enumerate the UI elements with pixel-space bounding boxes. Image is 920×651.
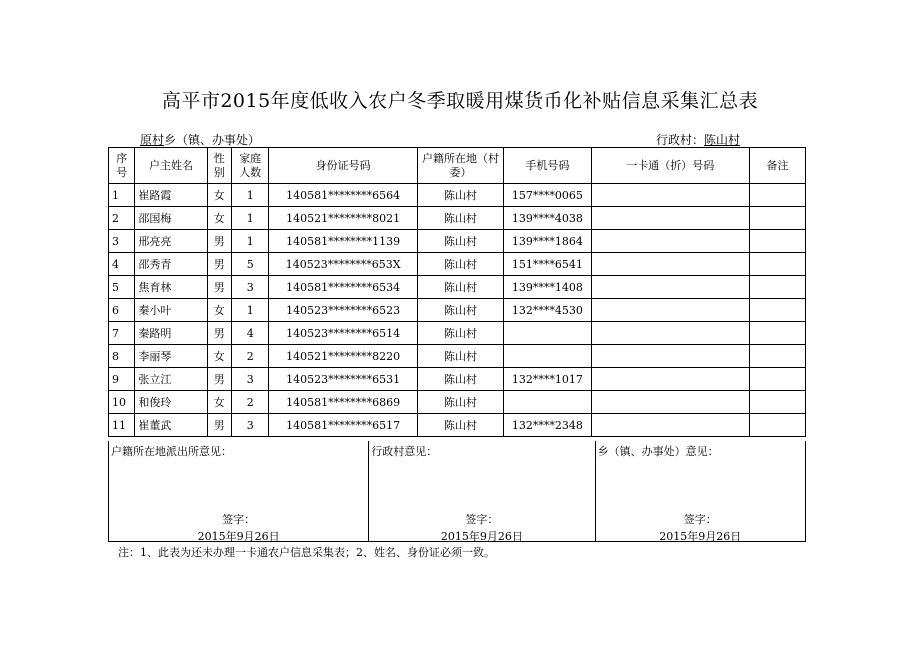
info-table: [108, 147, 806, 437]
table-row: [109, 322, 806, 345]
cell-seq: 5: [109, 276, 135, 299]
cell-name: 焦育林: [135, 276, 207, 299]
cell-residence: 陈山村: [417, 345, 503, 368]
cell-seq: 7: [109, 322, 135, 345]
footnote: 注：1、此表为还未办理一卡通农户信息采集表；2、姓名、身份证必须一致。: [118, 546, 495, 559]
cell-gender: 女: [207, 345, 231, 368]
cell-family: 1: [231, 230, 269, 253]
township-suffix: 乡（镇、办事处）: [164, 133, 261, 147]
cell-residence: 陈山村: [417, 368, 503, 391]
cell-family: 3: [231, 414, 269, 437]
cell-name: 秦小叶: [135, 299, 207, 322]
table-body: [109, 184, 806, 437]
cell-residence: 陈山村: [417, 276, 503, 299]
header-family: 家庭人数: [231, 148, 269, 184]
police-opinion-title: 户籍所在地派出所意见：: [111, 445, 232, 458]
village-opinion-box: [368, 441, 594, 541]
cell-phone: 139****4038: [504, 207, 591, 230]
cell-card: [591, 391, 750, 414]
cell-id: 140521********8220: [269, 345, 417, 368]
table-row: [109, 207, 806, 230]
cell-gender: 男: [207, 276, 231, 299]
table-row: [109, 184, 806, 207]
cell-phone: 132****1017: [504, 368, 591, 391]
header-phone: 手机号码: [504, 148, 591, 184]
cell-gender: 男: [207, 414, 231, 437]
table-row: [109, 253, 806, 276]
cell-gender: 女: [207, 184, 231, 207]
cell-seq: 8: [109, 345, 135, 368]
cell-id: 140581********6534: [269, 276, 417, 299]
table-row: [109, 276, 806, 299]
cell-seq: 1: [109, 184, 135, 207]
table-row: [109, 368, 806, 391]
cell-card: [591, 322, 750, 345]
cell-card: [591, 184, 750, 207]
cell-family: 3: [231, 368, 269, 391]
cell-seq: 11: [109, 414, 135, 437]
cell-name: 邵国梅: [135, 207, 207, 230]
cell-phone: 139****1864: [504, 230, 591, 253]
cell-residence: 陈山村: [417, 207, 503, 230]
cell-remark: [750, 230, 806, 253]
cell-residence: 陈山村: [417, 184, 503, 207]
cell-remark: [750, 368, 806, 391]
cell-gender: 男: [207, 230, 231, 253]
village-label: [656, 131, 740, 148]
cell-card: [591, 276, 750, 299]
cell-phone: 132****2348: [504, 414, 591, 437]
cell-id: 140521********8021: [269, 207, 417, 230]
cell-id: 140581********6564: [269, 184, 417, 207]
table-row: [109, 230, 806, 253]
cell-name: 和俊玲: [135, 391, 207, 414]
cell-phone: 139****1408: [504, 276, 591, 299]
cell-name: 李丽琴: [135, 345, 207, 368]
cell-remark: [750, 253, 806, 276]
cell-gender: 女: [207, 207, 231, 230]
opinions-section: [108, 441, 806, 542]
cell-phone: [504, 322, 591, 345]
cell-seq: 9: [109, 368, 135, 391]
cell-card: [591, 299, 750, 322]
cell-seq: 6: [109, 299, 135, 322]
table-row: [109, 345, 806, 368]
cell-id: 140523********6514: [269, 322, 417, 345]
cell-residence: 陈山村: [417, 230, 503, 253]
cell-id: 140581********6517: [269, 414, 417, 437]
township-signature-label: 签字：: [683, 513, 717, 526]
cell-seq: 3: [109, 230, 135, 253]
cell-family: 3: [231, 276, 269, 299]
cell-name: 邵秀青: [135, 253, 207, 276]
cell-id: 140523********6531: [269, 368, 417, 391]
cell-remark: [750, 207, 806, 230]
cell-name: 崔董武: [135, 414, 207, 437]
header-residence: 户籍所在地（村委）: [417, 148, 503, 184]
cell-remark: [750, 414, 806, 437]
cell-gender: 女: [207, 391, 231, 414]
table-row: [109, 391, 806, 414]
cell-id: 140581********1139: [269, 230, 417, 253]
cell-residence: 陈山村: [417, 299, 503, 322]
police-signature-label: 签字：: [222, 513, 256, 526]
township-opinion-box: [595, 441, 805, 541]
township-opinion-title: 乡（镇、办事处）意见：: [597, 445, 719, 458]
header-remark: 备注: [750, 148, 806, 184]
township-opinion-date: 2015年9月26日: [659, 530, 742, 543]
cell-phone: [504, 391, 591, 414]
cell-id: 140581********6869: [269, 391, 417, 414]
cell-id: 140523********6523: [269, 299, 417, 322]
police-opinion-date: 2015年9月26日: [197, 530, 280, 543]
cell-family: 5: [231, 253, 269, 276]
cell-remark: [750, 184, 806, 207]
cell-name: 邢亮亮: [135, 230, 207, 253]
cell-family: 4: [231, 322, 269, 345]
village-prefix: 行政村：: [656, 133, 705, 147]
document-title: 高平市2015年度低收入农户冬季取暖用煤货币化补贴信息采集汇总表: [161, 90, 759, 112]
cell-card: [591, 414, 750, 437]
cell-name: 张立江: [135, 368, 207, 391]
cell-residence: 陈山村: [417, 414, 503, 437]
cell-card: [591, 207, 750, 230]
cell-family: 2: [231, 345, 269, 368]
cell-residence: 陈山村: [417, 322, 503, 345]
cell-remark: [750, 345, 806, 368]
cell-residence: 陈山村: [417, 391, 503, 414]
township-name: 原村: [140, 133, 165, 147]
cell-residence: 陈山村: [417, 253, 503, 276]
cell-name: 崔路霞: [135, 184, 207, 207]
cell-name: 秦路明: [135, 322, 207, 345]
cell-card: [591, 345, 750, 368]
village-opinion-title: 行政村意见：: [371, 445, 438, 458]
cell-seq: 10: [109, 391, 135, 414]
village-name: 陈山村: [704, 133, 741, 147]
table-row: [109, 299, 806, 322]
header-name: 户主姓名: [135, 148, 207, 184]
cell-remark: [750, 276, 806, 299]
header-card: 一卡通（折）号码: [591, 148, 750, 184]
cell-gender: 女: [207, 299, 231, 322]
header-gender: 性别: [207, 148, 231, 184]
cell-family: 1: [231, 207, 269, 230]
cell-family: 1: [231, 184, 269, 207]
village-signature-label: 签字：: [465, 513, 499, 526]
cell-gender: 男: [207, 368, 231, 391]
cell-remark: [750, 391, 806, 414]
cell-seq: 4: [109, 253, 135, 276]
township-label: [140, 131, 260, 148]
cell-remark: [750, 299, 806, 322]
cell-phone: 157****0065: [504, 184, 591, 207]
cell-family: 1: [231, 299, 269, 322]
cell-phone: [504, 345, 591, 368]
header-row: [109, 148, 806, 184]
cell-gender: 男: [207, 253, 231, 276]
cell-gender: 男: [207, 322, 231, 345]
cell-card: [591, 368, 750, 391]
header-seq: 序号: [109, 148, 135, 184]
cell-remark: [750, 322, 806, 345]
village-opinion-date: 2015年9月26日: [440, 530, 523, 543]
table-row: [109, 414, 806, 437]
cell-phone: 132****4530: [504, 299, 591, 322]
cell-card: [591, 253, 750, 276]
cell-seq: 2: [109, 207, 135, 230]
police-opinion-box: [109, 441, 368, 541]
cell-card: [591, 230, 750, 253]
cell-family: 2: [231, 391, 269, 414]
cell-phone: 151****6541: [504, 253, 591, 276]
header-id: 身份证号码: [269, 148, 417, 184]
cell-id: 140523********653X: [269, 253, 417, 276]
